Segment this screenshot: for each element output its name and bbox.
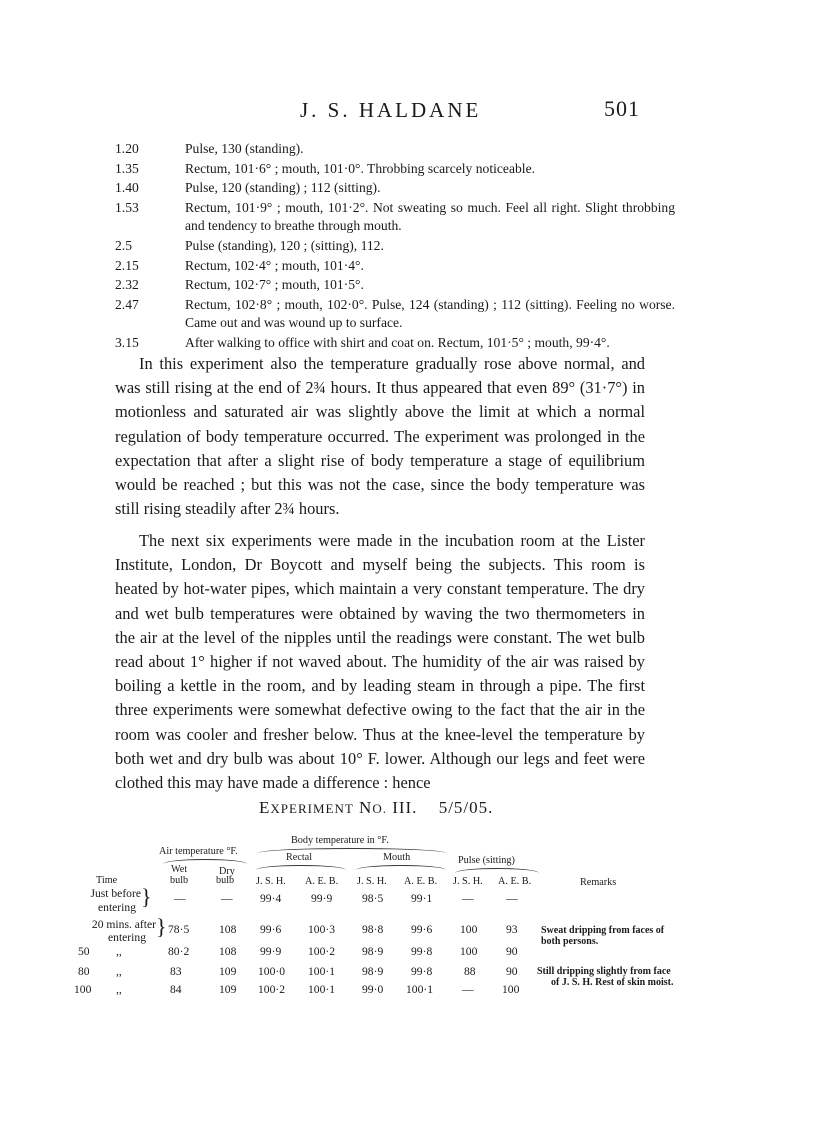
row5-time-2: ,, (116, 983, 122, 996)
log-entry (115, 257, 675, 276)
log-time: 1.35 (115, 160, 139, 176)
brace-pulse (455, 868, 539, 873)
title-no-initial: N (359, 798, 373, 817)
header-mouth-jsh: J. S. H. (357, 876, 387, 887)
row5-time-1: 100 (74, 983, 92, 996)
log-entry (115, 140, 675, 159)
row1-mouth-jsh: 98·5 (362, 892, 384, 905)
row4-time-2: ,, (116, 965, 122, 978)
row5-wet: 84 (170, 983, 182, 996)
row3-time-1: 50 (78, 945, 90, 958)
header-pulse: Pulse (sitting) (458, 855, 515, 866)
header-dry-2: bulb (216, 875, 235, 886)
row2-pulse-jsh: 100 (460, 923, 478, 936)
page-number: 501 (604, 96, 640, 121)
log-text: Rectum, 102·4° ; mouth, 101·4°. (185, 257, 364, 273)
body-paragraph-2 (115, 529, 645, 795)
row4-rect-jsh: 100·0 (258, 965, 286, 978)
row1-rect-jsh: 99·4 (260, 892, 282, 905)
experiment-table (0, 830, 816, 1010)
row4-remark-1: Still dripping slightly from face (537, 966, 671, 977)
log-text: Rectum, 102·8° ; mouth, 102·0°. Pulse, 124 (standing) ; 112 (sitting). Feeling no worse. Came out and was wound up to surface. (185, 296, 675, 331)
observation-log (115, 140, 675, 354)
header-rectal-aeb: A. E. B. (305, 876, 339, 887)
header-mouth: Mouth (383, 852, 411, 863)
log-time: 1.40 (115, 180, 139, 196)
brace-rectal (256, 865, 346, 870)
header-body-temperature: Body temperature in °F. (291, 835, 389, 846)
row3-dry: 108 (219, 945, 237, 958)
row2-rect-aeb: 100·3 (308, 923, 336, 936)
paragraph-text: The next six experiments were made in the incubation room at the Lister Institute, London, Dr Boycott and myself being the subjects. This room is heated by hot-water pipes, which maintain a very constant temperature. The dry and wet bulb temperatures were obtained by waving the two thermometers in the air at the level of the nipples until the readings were constant. The wet bulb read about 1° higher if not waved about. The humidity of the air was raised by boiling a kettle in the room, and by leading steam in through a pipe. The first three experiments were somewhat defective owing to the fact that the air in the room was cooler and fresher below. Thus at the knee-level the temperature by both wet and dry bulb was about 10° F. lower. Although our legs and feet were clothed this may have made a difference : hence (115, 531, 645, 793)
log-time: 2.15 (115, 257, 139, 273)
row4-remark-2: of J. S. H. Rest of skin moist. (551, 977, 674, 988)
row3-rect-jsh: 99·9 (260, 945, 282, 958)
row5-dry: 109 (219, 983, 237, 996)
log-entry (115, 179, 675, 198)
row1-mouth-aeb: 99·1 (411, 892, 433, 905)
row1-pulse-jsh: — (462, 892, 474, 905)
title-number: III. (392, 798, 418, 817)
log-time: 2.5 (115, 237, 132, 253)
row4-pulse-jsh: 88 (464, 965, 476, 978)
log-entry (115, 199, 675, 236)
row4-wet: 83 (170, 965, 182, 978)
experiment-title (259, 798, 493, 818)
row5-rect-aeb: 100·1 (308, 983, 336, 996)
row2-time-1: 20 mins. after (91, 918, 156, 931)
log-text: Rectum, 101·6° ; mouth, 101·0°. Throbbing scarcely noticeable. (185, 160, 536, 176)
row3-rect-aeb: 100·2 (308, 945, 336, 958)
row3-time-2: ,, (116, 945, 122, 958)
row2-remark-2: both persons. (541, 936, 599, 947)
log-entry (115, 237, 675, 256)
log-time: 2.47 (115, 296, 139, 312)
paragraph-text: In this experiment also the temperature gradually rose above normal, and was still rising at the end of 2¾ hours. It thus appeared that even 89° (31·7°) in motionless and saturated air was slightly above the limit at which a normal regulation of body temperature occurred. The experiment was prolonged in the expectation that after a slight rise of body temperature a stage of equilibrium would be reached ; but this was not the case, since the body temperature was still rising steadily after 2¾ hours. (115, 354, 645, 519)
log-time: 2.32 (115, 277, 139, 293)
row1-rect-aeb: 99·9 (311, 892, 333, 905)
log-entry (115, 296, 675, 333)
log-time: 1.20 (115, 141, 139, 156)
header-dry-1: Dry (219, 866, 235, 877)
header-rectal: Rectal (286, 852, 313, 863)
header-wet-1: Wet (171, 864, 188, 875)
title-no-rest: O. (372, 801, 387, 816)
row3-pulse-aeb: 90 (506, 945, 518, 958)
header-wet-2: bulb (170, 875, 189, 886)
row2-time-2: entering (108, 931, 146, 944)
row1-time-1: Just before (90, 887, 141, 900)
header-rectal-jsh: J. S. H. (256, 876, 286, 887)
log-text: Pulse (standing), 120 ; (sitting), 112. (185, 237, 384, 253)
brace-mouth (356, 865, 446, 870)
row4-dry: 109 (219, 965, 237, 978)
row1-time-2: entering (98, 901, 136, 914)
brace-row2: } (156, 914, 167, 939)
row3-wet: 80·2 (168, 945, 190, 958)
row2-pulse-aeb: 93 (506, 923, 518, 936)
body-paragraph-1 (115, 352, 645, 521)
log-text: Rectum, 101·9° ; mouth, 101·2°. Not sweating so much. Feel all right. Slight throbbing and tendency to breathe through mouth. (185, 199, 675, 234)
row1-dry: — (221, 892, 233, 905)
log-text: Rectum, 102·7° ; mouth, 101·5°. (185, 277, 364, 293)
row2-dry: 108 (219, 923, 237, 936)
row3-mouth-jsh: 98·9 (362, 945, 384, 958)
running-header (180, 96, 640, 132)
row2-mouth-aeb: 99·6 (411, 923, 433, 936)
row5-mouth-jsh: 99·0 (362, 983, 384, 996)
header-time: Time (96, 875, 118, 886)
log-entry (115, 334, 675, 353)
row2-mouth-jsh: 98·8 (362, 923, 384, 936)
row5-mouth-aeb: 100·1 (406, 983, 434, 996)
log-time: 3.15 (115, 334, 139, 350)
header-mouth-aeb: A. E. B. (404, 876, 438, 887)
row4-pulse-aeb: 90 (506, 965, 518, 978)
header-remarks: Remarks (580, 877, 617, 888)
title-initial: E (259, 798, 271, 817)
log-time: 1.53 (115, 199, 139, 215)
log-entry (115, 160, 675, 179)
log-entry (115, 276, 675, 295)
row2-rect-jsh: 99·6 (260, 923, 282, 936)
title-word: XPERIMENT (270, 801, 354, 816)
brace-row1: } (141, 884, 152, 909)
log-text: Pulse, 120 (standing) ; 112 (sitting). (185, 180, 381, 196)
log-text: Pulse, 130 (standing). (185, 141, 304, 156)
experiment-date: 5/5/05. (438, 798, 494, 817)
row3-pulse-jsh: 100 (460, 945, 478, 958)
header-pulse-aeb: A. E. B. (498, 876, 532, 887)
row4-rect-aeb: 100·1 (308, 965, 336, 978)
row1-wet: — (174, 892, 186, 905)
row2-remark-1: Sweat dripping from faces of (541, 925, 665, 936)
row1-pulse-aeb: — (506, 892, 518, 905)
row5-pulse-aeb: 100 (502, 983, 520, 996)
row4-time-1: 80 (78, 965, 90, 978)
header-air-temperature: Air temperature °F. (159, 846, 238, 857)
row3-mouth-aeb: 99·8 (411, 945, 433, 958)
header-pulse-jsh: J. S. H. (453, 876, 483, 887)
running-head-author: J. S. HALDANE (300, 98, 482, 122)
row2-wet: 78·5 (168, 923, 190, 936)
log-text: After walking to office with shirt and coat on. Rectum, 101·5° ; mouth, 99·4°. (185, 334, 610, 350)
row4-mouth-aeb: 99·8 (411, 965, 433, 978)
row5-rect-jsh: 100·2 (258, 983, 286, 996)
row5-pulse-jsh: — (462, 983, 474, 996)
row4-mouth-jsh: 98·9 (362, 965, 384, 978)
